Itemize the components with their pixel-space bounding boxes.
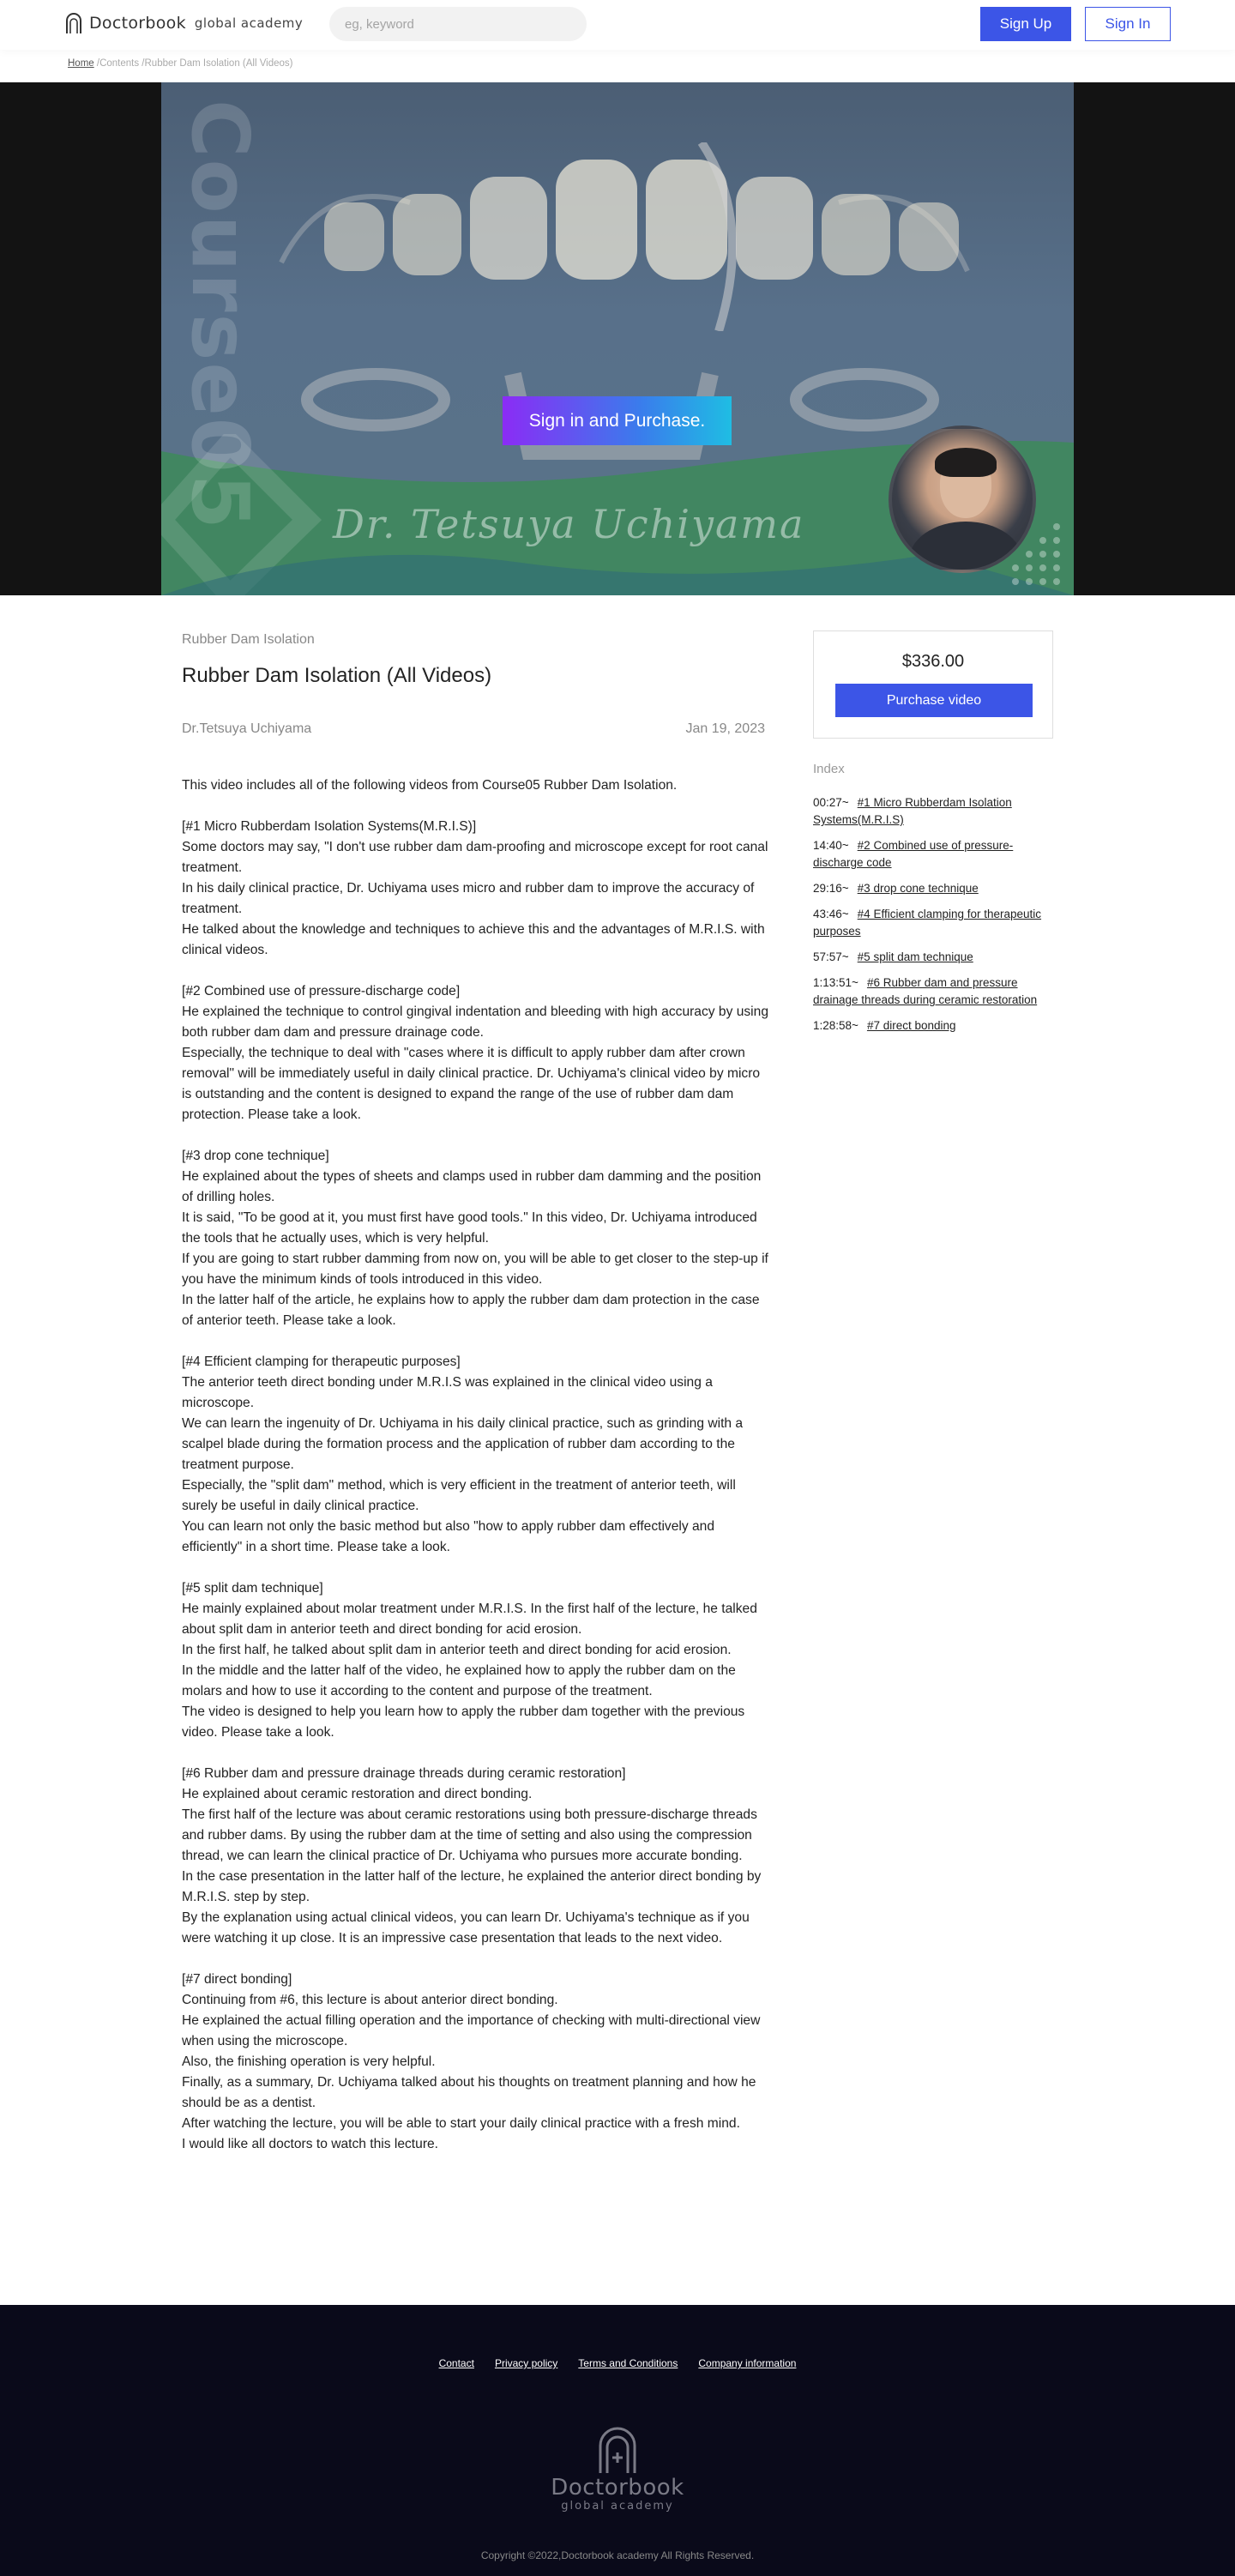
article-line: We can learn the ingenuity of Dr. Uchiyama in his daily clinical practice, such as grinding with a scalpel blade during the formation process and the application of rubber dam according to the treatment purpose. xyxy=(182,1416,744,1472)
course-number-text: Course05 xyxy=(174,100,266,531)
article-author: Dr.Tetsuya Uchiyama xyxy=(182,721,312,736)
instructor-signature-text: Dr. Tetsuya Uchiyama xyxy=(333,501,805,547)
article-line: This video includes all of the following videos from Course05 Rubber Dam Isolation. xyxy=(182,778,678,793)
doctorbook-logo-icon xyxy=(65,12,82,34)
article-line: He mainly explained about molar treatment under M.R.I.S. In the first half of the lecture, he talked about split dam in anterior teeth and direct bonding for acid erosion. xyxy=(182,1602,757,1637)
index-timestamp: 14:40~ xyxy=(813,839,849,852)
index-chapter-link[interactable]: #1 Micro Rubberdam Isolation Systems(M.R.I.S) xyxy=(813,796,1012,826)
article-line: [#2 Combined use of pressure-discharge code] xyxy=(182,984,461,998)
footer-brand-subtitle: global academy xyxy=(561,2500,674,2513)
article-paragraph xyxy=(182,817,768,961)
index-timestamp: 43:46~ xyxy=(813,908,849,920)
index-chapter-link[interactable]: #3 drop cone technique xyxy=(857,882,979,895)
sign-up-button[interactable]: Sign Up xyxy=(980,7,1071,41)
article-line: After watching the lecture, you will be able to start your daily clinical practice with a fresh mind. xyxy=(182,2116,740,2131)
article-line: In the middle and the latter half of the video, he explained how to apply the rubber dam on the molars and how to use it according to the content and purpose of the treatment. xyxy=(182,1663,736,1698)
footer-logo[interactable] xyxy=(549,2427,686,2513)
footer-link[interactable]: Company information xyxy=(698,2357,797,2369)
article-line: Finally, as a summary, Dr. Uchiyama talked about his thoughts on treatment planning and how he should be as a dentist. xyxy=(182,2075,756,2110)
index-item xyxy=(813,794,1055,829)
article-body xyxy=(182,775,768,2155)
index-timestamp: 57:57~ xyxy=(813,950,849,963)
index-item xyxy=(813,1017,1055,1035)
index-chapter-link[interactable]: #7 direct bonding xyxy=(866,1019,956,1032)
article-line: I would like all doctors to watch this lecture. xyxy=(182,2137,439,2151)
article-line: Continuing from #6, this lecture is about anterior direct bonding. xyxy=(182,1993,558,2007)
index-chapter-link[interactable]: #6 Rubber dam and pressure drainage threads during ceramic restoration xyxy=(813,976,1038,1006)
site-logo[interactable] xyxy=(65,12,303,34)
article-paragraph xyxy=(182,981,768,1125)
index-timestamp: 1:28:58~ xyxy=(813,1019,858,1032)
index-item xyxy=(813,837,1055,872)
index-timestamp: 29:16~ xyxy=(813,882,849,895)
article-line: Especially, the technique to deal with "cases where it is difficult to apply rubber dam after crown removal" will be immediately useful in daily clinical practice. Dr. Uchiyama's clinical video by micro is outstanding and the content is designed to expand the range of the use of rubber dam dam protection. Please take a look. xyxy=(182,1046,761,1122)
doctorbook-logo-icon xyxy=(597,2427,638,2475)
article-line: He explained about ceramic restoration and direct bonding. xyxy=(182,1787,533,1801)
article-line: He talked about the knowledge and techniques to achieve this and the advantages of M.R.I.S. with clinical videos. xyxy=(182,922,765,957)
index-chapter-link[interactable]: #4 Efficient clamping for therapeutic purposes xyxy=(813,908,1042,938)
video-index-list xyxy=(813,794,1055,1043)
purchase-box xyxy=(813,630,1053,739)
purchase-video-button[interactable]: Purchase video xyxy=(835,684,1033,717)
breadcrumb xyxy=(68,58,293,69)
site-header xyxy=(0,0,1235,50)
index-timestamp: 1:13:51~ xyxy=(813,976,858,989)
search-input[interactable] xyxy=(329,7,587,41)
article-line: [#4 Efficient clamping for therapeutic purposes] xyxy=(182,1354,461,1369)
index-item xyxy=(813,949,1055,966)
footer-brand-text: Doctorbook xyxy=(551,2475,684,2501)
hero-banner xyxy=(0,82,1235,595)
footer-link[interactable]: Contact xyxy=(438,2357,474,2369)
rubber-dam-teeth-illustration xyxy=(273,142,976,331)
index-timestamp: 00:27~ xyxy=(813,796,849,809)
course-thumbnail xyxy=(161,82,1074,595)
index-heading: Index xyxy=(813,762,845,776)
article-line: [#6 Rubber dam and pressure drainage threads during ceramic restoration] xyxy=(182,1766,626,1781)
article-line: [#7 direct bonding] xyxy=(182,1972,292,1987)
article-line: By the explanation using actual clinical videos, you can learn Dr. Uchiyama's technique as if you were watching it up close. It is an impressive case presentation that leads to the next video. xyxy=(182,1910,750,1946)
article-line: Also, the finishing operation is very helpful. xyxy=(182,2054,436,2069)
footer-link[interactable]: Terms and Conditions xyxy=(578,2357,678,2369)
copyright-text: Copyright ©2022,Doctorbook academy All Rights Reserved. xyxy=(480,2549,755,2561)
article-line: In the case presentation in the latter half of the lecture, he explained the anterior direct bonding by M.R.I.S. step by step. xyxy=(182,1869,762,1904)
sign-in-and-purchase-button[interactable]: Sign in and Purchase. xyxy=(503,396,732,445)
index-chapter-link[interactable]: #2 Combined use of pressure-discharge code xyxy=(813,839,1014,869)
article-paragraph xyxy=(182,775,768,796)
index-item xyxy=(813,974,1055,1009)
article-line: Some doctors may say, "I don't use rubber dam dam-proofing and microscope except for root canal treatment. xyxy=(182,840,768,875)
index-chapter-link[interactable]: #5 split dam technique xyxy=(857,950,973,963)
article-line: [#5 split dam technique] xyxy=(182,1581,323,1596)
article-line: You can learn not only the basic method but also "how to apply rubber dam effectively and efficiently" in a short time. Please take a look. xyxy=(182,1519,715,1554)
logo-subtitle-text: global academy xyxy=(194,15,304,31)
article-line: The first half of the lecture was about ceramic restorations using both pressure-discharge threads and rubber dams. By using the rubber dam at the time of setting and also using the compression thread, we can learn the clinical practice of Dr. Uchiyama who pursues more accurate bonding. xyxy=(182,1807,757,1863)
article-paragraph xyxy=(182,1970,768,2155)
article-paragraph xyxy=(182,1578,768,1743)
article-line: The anterior teeth direct bonding under M.R.I.S was explained in the clinical video using a microscope. xyxy=(182,1375,713,1410)
sign-in-button[interactable]: Sign In xyxy=(1085,7,1171,41)
article-date: Jan 19, 2023 xyxy=(685,721,765,736)
article-paragraph xyxy=(182,1352,768,1558)
index-item xyxy=(813,906,1055,940)
article-line: In the first half, he talked about split dam in anterior teeth and direct bonding for acid erosion. xyxy=(182,1643,732,1657)
article-paragraph xyxy=(182,1764,768,1949)
page-title: Rubber Dam Isolation (All Videos) xyxy=(182,664,492,687)
article-line: He explained the actual filling operation and the importance of checking with multi-directional view when using the microscope. xyxy=(182,2013,761,2048)
article-line: It is said, "To be good at it, you must first have good tools." In this video, Dr. Uchiyama introduced the tools that he actually uses, which is very helpful. xyxy=(182,1210,757,1246)
article-line: He explained about the types of sheets and clamps used in rubber dam damming and the position of drilling holes. xyxy=(182,1169,762,1204)
breadcrumb-home-link[interactable]: Home xyxy=(68,58,94,69)
article-line: [#1 Micro Rubberdam Isolation Systems(M.R.I.S)] xyxy=(182,819,477,834)
article-line: In the latter half of the article, he explains how to apply the rubber dam dam protection in the case of anterior teeth. Please take a look. xyxy=(182,1293,760,1328)
article-line: Especially, the "split dam" method, which is very efficient in the treatment of anterior teeth, will surely be useful in daily clinical practice. xyxy=(182,1478,736,1513)
footer-links xyxy=(0,2357,1235,2369)
logo-brand-text: Doctorbook xyxy=(89,14,186,33)
article-line: He explained the technique to control gingival indentation and bleeding with high accuracy by using both rubber dam dam and pressure drainage code. xyxy=(182,1004,768,1040)
article-line: If you are going to start rubber damming from now on, you will be able to get closer to the step-up if you have the minimum kinds of tools introduced in this video. xyxy=(182,1252,768,1287)
article-line: [#3 drop cone technique] xyxy=(182,1149,329,1163)
article-category: Rubber Dam Isolation xyxy=(182,632,315,647)
breadcrumb-path: /Contents /Rubber Dam Isolation (All Videos) xyxy=(93,58,293,69)
article-line: In his daily clinical practice, Dr. Uchiyama uses micro and rubber dam to improve the accuracy of treatment. xyxy=(182,881,755,916)
index-item xyxy=(813,880,1055,897)
site-footer xyxy=(0,2305,1235,2576)
article-paragraph xyxy=(182,1146,768,1331)
footer-link[interactable]: Privacy policy xyxy=(494,2357,558,2369)
price-value: $336.00 xyxy=(901,652,965,671)
article-line: The video is designed to help you learn how to apply the rubber dam together with the previous video. Please take a look. xyxy=(182,1704,745,1740)
decorative-dots-icon xyxy=(1009,522,1063,592)
